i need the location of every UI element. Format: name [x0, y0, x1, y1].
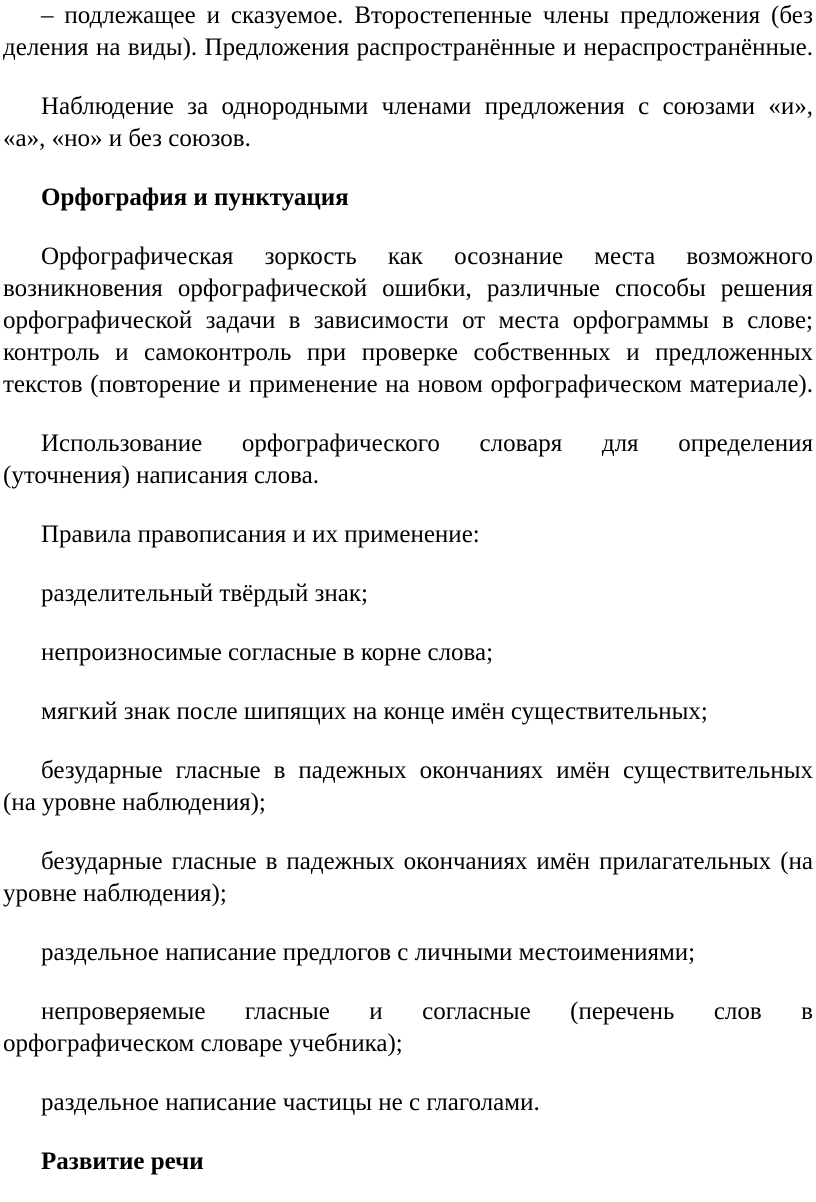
text-line: уровне наблюдения); [3, 880, 227, 907]
paragraph [3, 696, 813, 728]
paragraph [3, 241, 813, 401]
paragraph [3, 91, 813, 155]
text-line: Развитие речи [41, 1148, 204, 1175]
text-line: – подлежащее и сказуемое. Второстепенные члены предложения (без [41, 2, 813, 29]
text-line: орфографической задачи в зависимости от места орфограммы в слове; [3, 307, 813, 334]
paragraph [3, 846, 813, 910]
section-heading [3, 1146, 813, 1178]
text-line: орфографическом словаре учебника); [3, 1030, 403, 1057]
text-line: непроверяемые гласные и согласные (перечень слов в [41, 998, 813, 1025]
text-line: (на уровне наблюдения); [3, 789, 266, 816]
paragraph [3, 1087, 813, 1119]
text-line: Правила правописания и их применение: [41, 521, 480, 548]
text-line: контроль и самоконтроль при проверке собственных и предложенных [3, 339, 813, 366]
paragraph [3, 637, 813, 669]
text-line: Орфографическая зоркость как осознание места возможного [41, 243, 813, 270]
section-heading [3, 182, 813, 214]
paragraph [3, 578, 813, 610]
text-line: (уточнения) написания слова. [3, 462, 319, 489]
text-line: раздельное написание предлогов с личными местоимениями; [41, 939, 696, 966]
text-line: раздельное написание частицы не с глаголами. [41, 1089, 540, 1116]
paragraph [3, 755, 813, 819]
text-line: текстов (повторение и применение на новом орфографическом материале). [3, 371, 813, 398]
text-line: деления на виды). Предложения распространённые и нераспространённые. [3, 34, 813, 61]
paragraph [3, 428, 813, 492]
text-line: непроизносимые согласные в корне слова; [41, 639, 494, 666]
paragraph [3, 937, 813, 969]
paragraph [3, 0, 813, 64]
paragraph [3, 996, 813, 1060]
text-line: мягкий знак после шипящих на конце имён существительных; [41, 698, 708, 725]
text-line: безударные гласные в падежных окончаниях имён существительных [41, 757, 813, 784]
text-line: Орфография и пунктуация [41, 184, 349, 211]
text-line: Использование орфографического словаря для определения [41, 430, 813, 457]
text-line: безударные гласные в падежных окончаниях имён прилагательных (на [41, 848, 813, 875]
text-line: «а», «но» и без союзов. [3, 125, 251, 152]
text-line: разделительный твёрдый знак; [41, 580, 368, 607]
text-line: возникновения орфографической ошибки, различные способы решения [3, 275, 813, 302]
text-line: Наблюдение за однородными членами предложения с союзами «и», [41, 93, 813, 120]
paragraph [3, 519, 813, 551]
